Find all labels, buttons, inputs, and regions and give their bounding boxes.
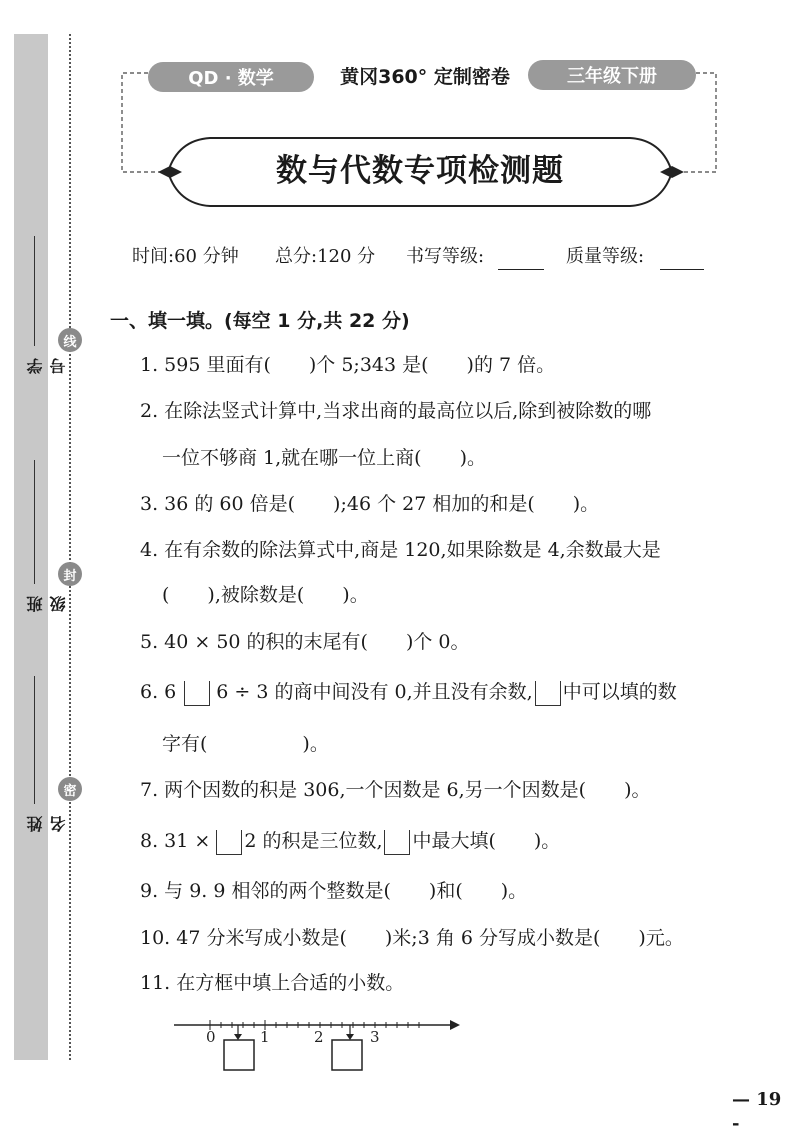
seal-seal: 封 [58,562,82,586]
question-8[interactable] [140,826,730,856]
question-2-line2[interactable]: 一位不够商 1,就在哪一位上商( )。 [162,447,486,469]
question-8-prefix: 8. 31 × [140,830,211,852]
question-6-prefix: 6. 6 [140,681,177,703]
page-number: — 19 - [732,1089,782,1134]
total-score-info: 总分:120 分 [275,246,376,267]
question-8-middle: 2 的积是三位数, [244,830,383,852]
name-label: 姓名 [26,816,68,832]
number-line [170,1010,460,1080]
question-6-suffix: 中可以填的数 [562,681,677,703]
class-blank[interactable] [34,460,35,584]
time-info: 时间:60 分钟 [132,246,239,267]
class-label: 班级 [26,596,68,612]
question-3[interactable]: 3. 36 的 60 倍是( );46 个 27 相加的和是( )。 [140,493,600,515]
student-id-label: 学号 [26,358,68,374]
question-6-line2[interactable]: 字有( )。 [162,733,329,755]
seal-secret: 密 [58,777,82,801]
answer-box[interactable] [216,830,242,855]
question-4-line2[interactable]: ( ),被除数是( )。 [162,584,369,606]
writing-grade-blank[interactable] [498,244,544,270]
answer-box[interactable] [332,1040,362,1070]
quality-grade-blank[interactable] [660,244,704,270]
question-1[interactable]: 1. 595 里面有( )个 5;343 是( )的 7 倍。 [140,354,556,376]
page-title: 数与代数专项检测题 [276,153,564,189]
question-10[interactable]: 10. 47 分米写成小数是( )米;3 角 6 分写成小数是( )元。 [140,927,684,949]
question-9[interactable]: 9. 与 9. 9 相邻的两个整数是( )和( )。 [140,880,528,902]
answer-box[interactable] [384,830,410,855]
question-4-line1[interactable]: 4. 在有余数的除法算式中,商是 120,如果除数是 4,余数最大是 [140,539,661,561]
question-6-middle: 6 ÷ 3 的商中间没有 0,并且没有余数, [216,681,533,703]
answer-box[interactable] [224,1040,254,1070]
tick-label: 1 [260,1028,270,1046]
question-7[interactable]: 7. 两个因数的积是 306,一个因数是 6,另一个因数是( )。 [140,779,651,801]
tick-label: 0 [206,1028,216,1046]
answer-box[interactable] [535,681,561,706]
seal-line: 线 [58,328,82,352]
section-heading: 一、填一填。(每空 1 分,共 22 分) [110,310,410,332]
series-title: 黄冈360° 定制密卷 [340,66,510,88]
tick-label: 2 [314,1028,324,1046]
writing-grade-label: 书写等级: [406,246,485,267]
quality-grade-label: 质量等级: [566,246,645,267]
name-blank[interactable] [34,676,35,804]
question-11: 11. 在方框中填上合适的小数。 [140,972,405,994]
grade-pill: 三年级下册 [528,60,696,90]
answer-box[interactable] [184,681,210,706]
subject-pill: QD · 数学 [148,62,314,92]
student-id-blank[interactable] [34,236,35,346]
tick-label: 3 [370,1028,380,1046]
question-8-suffix: 中最大填( )。 [412,830,561,852]
question-5[interactable]: 5. 40 × 50 的积的末尾有( )个 0。 [140,631,470,653]
question-2-line1[interactable]: 2. 在除法竖式计算中,当求出商的最高位以后,除到被除数的哪 [140,400,652,422]
question-6-line1[interactable] [140,677,730,707]
